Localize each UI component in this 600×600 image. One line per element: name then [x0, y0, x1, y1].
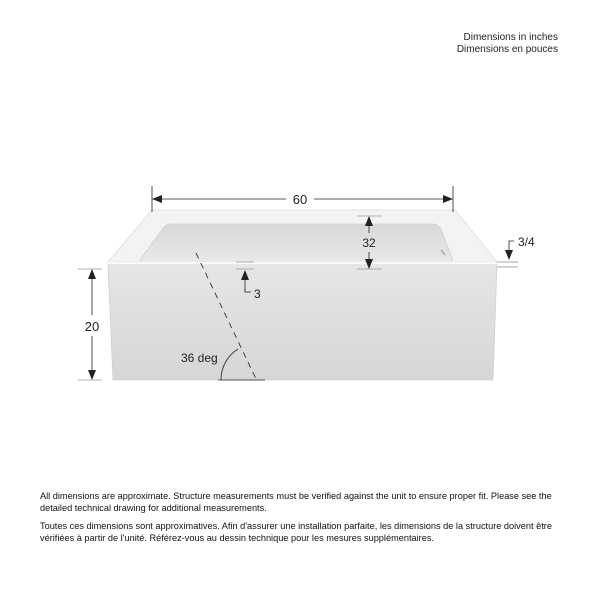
length-label: 60: [292, 192, 308, 207]
tub-basin: [141, 224, 452, 263]
height-label: 20: [84, 319, 100, 334]
tub-apron: [108, 263, 497, 380]
dimension-length: [152, 186, 453, 212]
dimension-height: [78, 269, 102, 380]
disclaimer-notes: [40, 491, 560, 551]
angle-label: 36 deg: [181, 351, 218, 365]
rim-thickness-label: 3/4: [518, 235, 535, 249]
dimension-rim-thickness: [497, 235, 535, 267]
units-french: Dimensions en pouces: [456, 44, 558, 55]
bathtub-body: [108, 210, 497, 380]
basin-width-label: 32: [362, 236, 376, 250]
disclaimer-english: All dimensions are approximate. Structure measurements must be verified against the unit to ensure proper fit. Please see the detailed technical drawing for additional measurements.: [40, 491, 552, 513]
units-english: Dimensions in inches: [463, 32, 558, 43]
rim-offset-label: 3: [254, 287, 261, 301]
disclaimer-french: Toutes ces dimensions sont approximatives. Afin d'assurer une installation parfaite, les dimensions de la structure doivent être vérifiées à partir de l'unité. Référez-vous au dessin technique pour les mesures supplémentaires.: [40, 521, 552, 543]
